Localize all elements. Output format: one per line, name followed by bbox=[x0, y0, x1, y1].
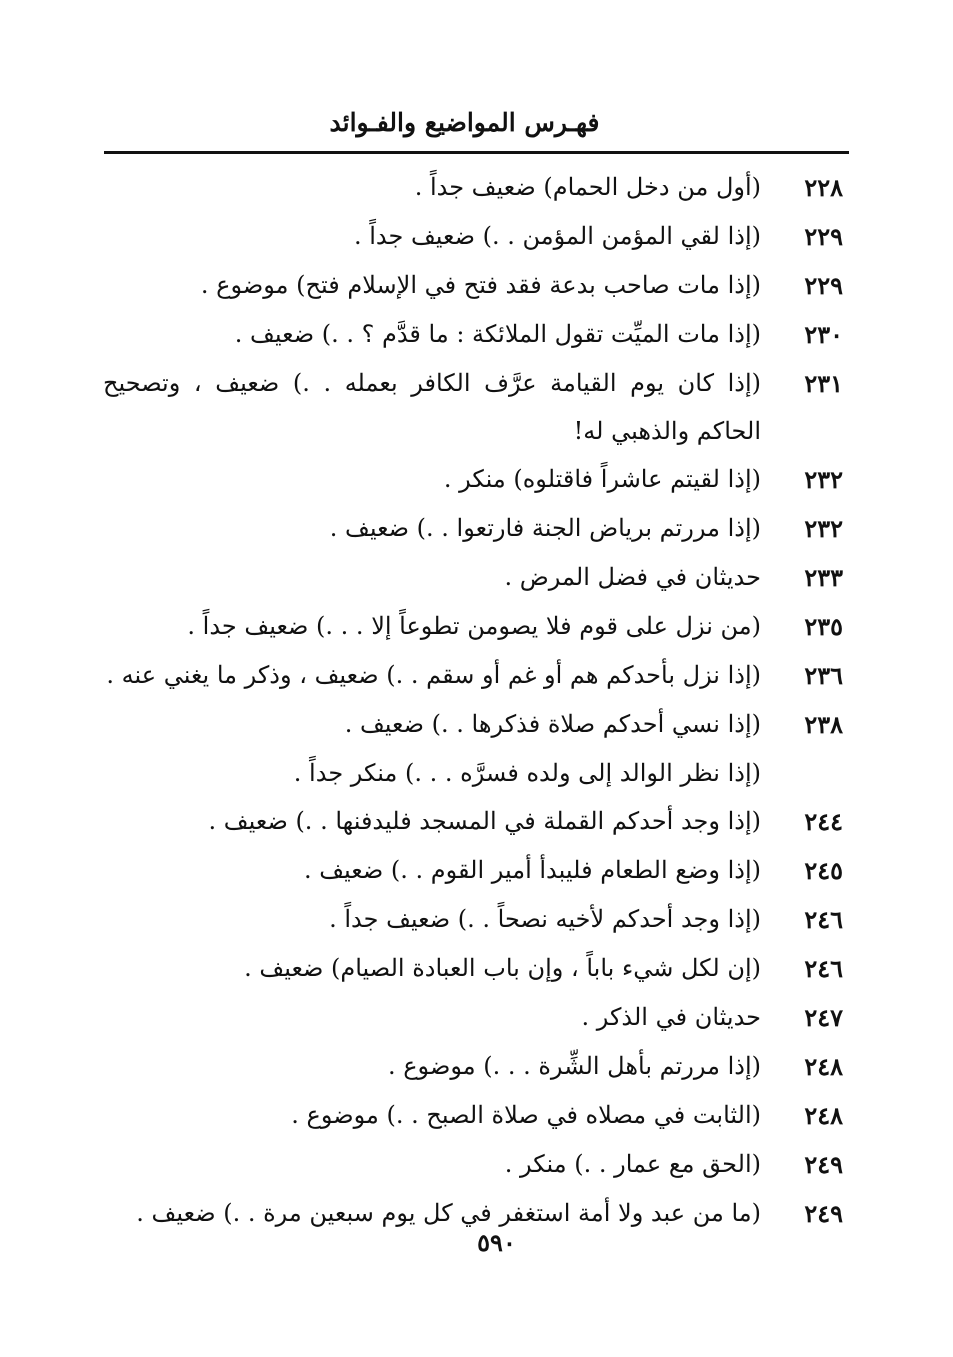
index-entry bbox=[103, 797, 843, 846]
entry-page-number: ٢٣٠ bbox=[804, 320, 843, 349]
entry-page-number: ٢٣١ bbox=[804, 369, 843, 398]
entry-page-number: ٢٤٦ bbox=[804, 905, 843, 934]
entry-text: (إذا وجد أحدكم لأخيه نصحاً . .) ضعيف جداً . bbox=[329, 905, 761, 933]
entry-text: (إذا لقيتم عاشراً فاقتلوه) منكر . bbox=[443, 465, 761, 493]
entry-page-number: ٢٢٩ bbox=[804, 271, 843, 300]
entry-text: (إذا كان يوم القيامة عرَّف الكافر بعمله . .) ضعيف ، وتصحيح الحاكم والذهبي له! bbox=[103, 369, 761, 445]
index-entry bbox=[103, 602, 843, 651]
entry-page-number: ٢٤٩ bbox=[804, 1150, 843, 1179]
index-entry bbox=[103, 1042, 843, 1091]
index-entry bbox=[103, 1140, 843, 1189]
entry-text: (من نزل على قوم فلا يصومن تطوعاً إلا . . .) ضعيف جداً . bbox=[187, 612, 761, 640]
entry-text: (إذا مررتم بأهل الشِّرة . . .) موضوع . bbox=[387, 1052, 761, 1080]
index-entry bbox=[103, 163, 843, 212]
entry-text: (إذا مات صاحب بدعة فقد فتح في الإسلام فتح) موضوع . bbox=[200, 271, 761, 299]
index-entry bbox=[103, 651, 843, 700]
entry-page-number: ٢٢٩ bbox=[804, 222, 843, 251]
index-entry bbox=[103, 261, 843, 310]
index-entry bbox=[103, 455, 843, 504]
header-divider bbox=[104, 151, 849, 154]
entry-page-number: ٢٤٤ bbox=[804, 807, 843, 836]
index-entry bbox=[103, 504, 843, 553]
entry-page-number: ٢٤٦ bbox=[804, 954, 843, 983]
entry-text: (إذا مررتم برياض الجنة فارتعوا . .) ضعيف . bbox=[329, 514, 761, 542]
index-entry bbox=[103, 310, 843, 359]
entry-page-number: ٢٤٨ bbox=[804, 1101, 843, 1130]
page-number: ٥٩٠ bbox=[477, 1228, 516, 1257]
page-header-title: فهـرس المواضيع والفـوائد bbox=[329, 108, 600, 137]
entry-text: (إن لكل شيء باباً ، وإن باب العبادة الصيام) ضعيف . bbox=[244, 954, 761, 982]
index-entry bbox=[103, 895, 843, 944]
entry-page-number: ٢٤٩ bbox=[804, 1199, 843, 1228]
entry-text: (إذا نزل بأحدكم هم أو غم أو سقم . .) ضعيف ، وذكر ما يغني عنه . bbox=[106, 661, 761, 689]
entry-page-number: ٢٣٢ bbox=[804, 514, 843, 543]
entry-page-number: ٢٣٨ bbox=[804, 710, 843, 739]
entry-text: (الحق مع عمار . .) منكر . bbox=[504, 1150, 761, 1178]
entry-text: (أول من دخل الحمام) ضعيف جداً . bbox=[414, 173, 761, 201]
entry-page-number: ٢٣٥ bbox=[804, 612, 843, 641]
entry-page-number: ٢٢٨ bbox=[804, 173, 843, 202]
entry-text: (إذا نسي أحدكم صلاة فذكرها . .) ضعيف . bbox=[344, 710, 761, 738]
entry-page-number: ٢٣٣ bbox=[804, 563, 843, 592]
index-entry bbox=[103, 553, 843, 602]
index-entry bbox=[103, 993, 843, 1042]
index-entries-list bbox=[103, 163, 843, 1238]
entry-text: (إذا وضع الطعام فليبدأ أمير القوم . .) ضعيف . bbox=[303, 856, 761, 884]
entry-text: (إذا لقي المؤمن المؤمن . .) ضعيف جداً . bbox=[353, 222, 761, 250]
index-entry bbox=[103, 212, 843, 261]
index-entry bbox=[103, 749, 843, 797]
entry-text: (الثابت في مصلاه في صلاة الصبح . .) موضوع . bbox=[291, 1101, 761, 1129]
entry-page-number: ٢٣٢ bbox=[804, 465, 843, 494]
entry-text: (إذا نظر الوالد إلى ولده فسرَّه . . .) منكر جداً . bbox=[293, 759, 761, 787]
entry-page-number: ٢٤٥ bbox=[804, 856, 843, 885]
entry-text: (إذا وجد أحدكم القملة في المسجد فليدفنها . .) ضعيف . bbox=[208, 807, 761, 835]
index-entry bbox=[103, 944, 843, 993]
index-entry bbox=[103, 359, 843, 455]
entry-text: (ما من عبد ولا أمة استغفر في كل يوم سبعين مرة . .) ضعيف . bbox=[136, 1199, 761, 1227]
entry-page-number: ٢٤٨ bbox=[804, 1052, 843, 1081]
entry-page-number: ٢٤٧ bbox=[804, 1003, 843, 1032]
index-entry bbox=[103, 700, 843, 749]
index-entry bbox=[103, 1091, 843, 1140]
entry-text: حديثان في فضل المرض . bbox=[504, 563, 761, 591]
index-entry bbox=[103, 846, 843, 895]
entry-page-number: ٢٣٦ bbox=[804, 661, 843, 690]
entry-text: حديثان في الذكر . bbox=[581, 1003, 761, 1031]
entry-text: (إذا مات الميِّت تقول الملائكة : ما قدَّم ؟ . .) ضعيف . bbox=[234, 320, 761, 348]
